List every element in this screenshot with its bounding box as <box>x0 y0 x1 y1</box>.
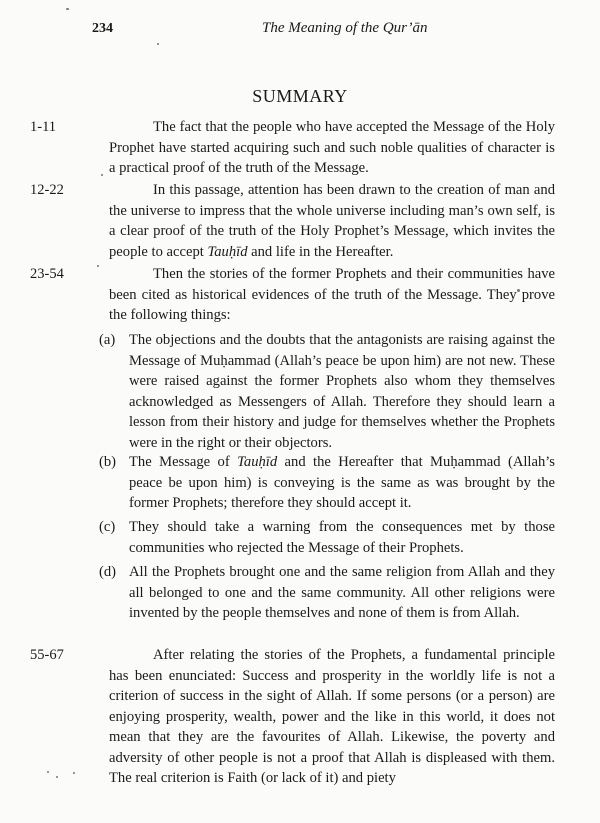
scan-speck <box>157 43 159 45</box>
scan-speck <box>101 174 103 176</box>
list-marker: (b) <box>99 454 117 470</box>
verse-ref-55-67: 55-67 <box>30 647 64 663</box>
emphasized-term: Tauḥīd <box>207 243 248 260</box>
summary-paragraph-1: The fact that the people who have accepted the Message of the Holy Prophet have started acquiring such and such noble qualities of character is a practical proof of the truth of the Message. <box>109 119 555 176</box>
paragraph-text: In this passage, attention has been drawn to the creation of man and the universe to impress that the whole universe including man’s own self, is a clear proof of the truth of the Holy Prophet’s Message, which invites the people to accept <box>109 182 555 260</box>
summary-paragraph-4: After relating the stories of the Prophets, a fundamental principle has been enunciated: Success and prosperity in the worldly life is not a criterion of success in the sight of Allah. If some persons (or a person) are enjoying prosperity, wealth, power and the like in this world, it does not mean that they are the favourites of Allah. Likewise, the poverty and adversity of other people is not a proof that Allah is displeased with them. The real criterion is Faith (or lack of it) and piety <box>109 647 555 786</box>
verse-ref-12-22: 12-22 <box>30 182 64 198</box>
paragraph-text: and life in the Hereafter. <box>247 243 394 260</box>
verse-ref-23-54: 23-54 <box>30 266 64 282</box>
page-number: 234 <box>92 21 113 36</box>
scan-speck <box>66 8 69 10</box>
verse-ref-1-11: 1-11 <box>30 119 57 135</box>
list-item-text: All the Prophets brought one and the same religion from Allah and they all belonged to one and the same community. All other religions were invented by the people themselves and none of them is from Allah. <box>129 564 555 621</box>
list-item-text <box>129 452 555 514</box>
summary-paragraph-2 <box>109 180 555 262</box>
summary-paragraph-3: Then the stories of the former Prophets and their communities have been cited as historical evidences of the truth of the Message. They prove the following things: <box>109 266 555 323</box>
list-item-text: They should take a warning from the consequences met by those communities who rejected the Message of their Prophets. <box>129 519 555 556</box>
scan-speck <box>97 265 99 267</box>
list-item-d <box>99 562 555 624</box>
emphasized-term: Tauḥīd <box>237 454 278 470</box>
list-marker: (a) <box>99 332 116 348</box>
scan-speck <box>47 771 49 773</box>
scan-speck <box>73 772 75 774</box>
list-item-a <box>99 330 555 453</box>
list-item-text-part: and the Hereafter that Muḥammad (Allah’s peace be upon him) is conveying is the same as was brought by the former Prophets; therefore they should accept it. <box>129 454 555 511</box>
list-marker: (c) <box>99 519 116 535</box>
list-item-b <box>99 452 555 514</box>
list-marker: (d) <box>99 564 117 580</box>
section-title: SUMMARY <box>252 86 348 106</box>
list-item-text-part: The Message of <box>129 454 238 470</box>
running-title: The Meaning of the Qur’ān <box>262 20 428 36</box>
list-item-text: The objections and the doubts that the antagonists are raising against the Message of Muḥammad (Allah’s peace be upon him) are not new. These were raised against the former Prophets also whom they themselves acknowledged as Messengers of Allah. Therefore they should learn a lesson from their history and judge for themselves whether the Prophets were in the right or their objectors. <box>129 332 555 451</box>
list-item-c <box>99 517 555 558</box>
scan-speck <box>56 776 58 778</box>
